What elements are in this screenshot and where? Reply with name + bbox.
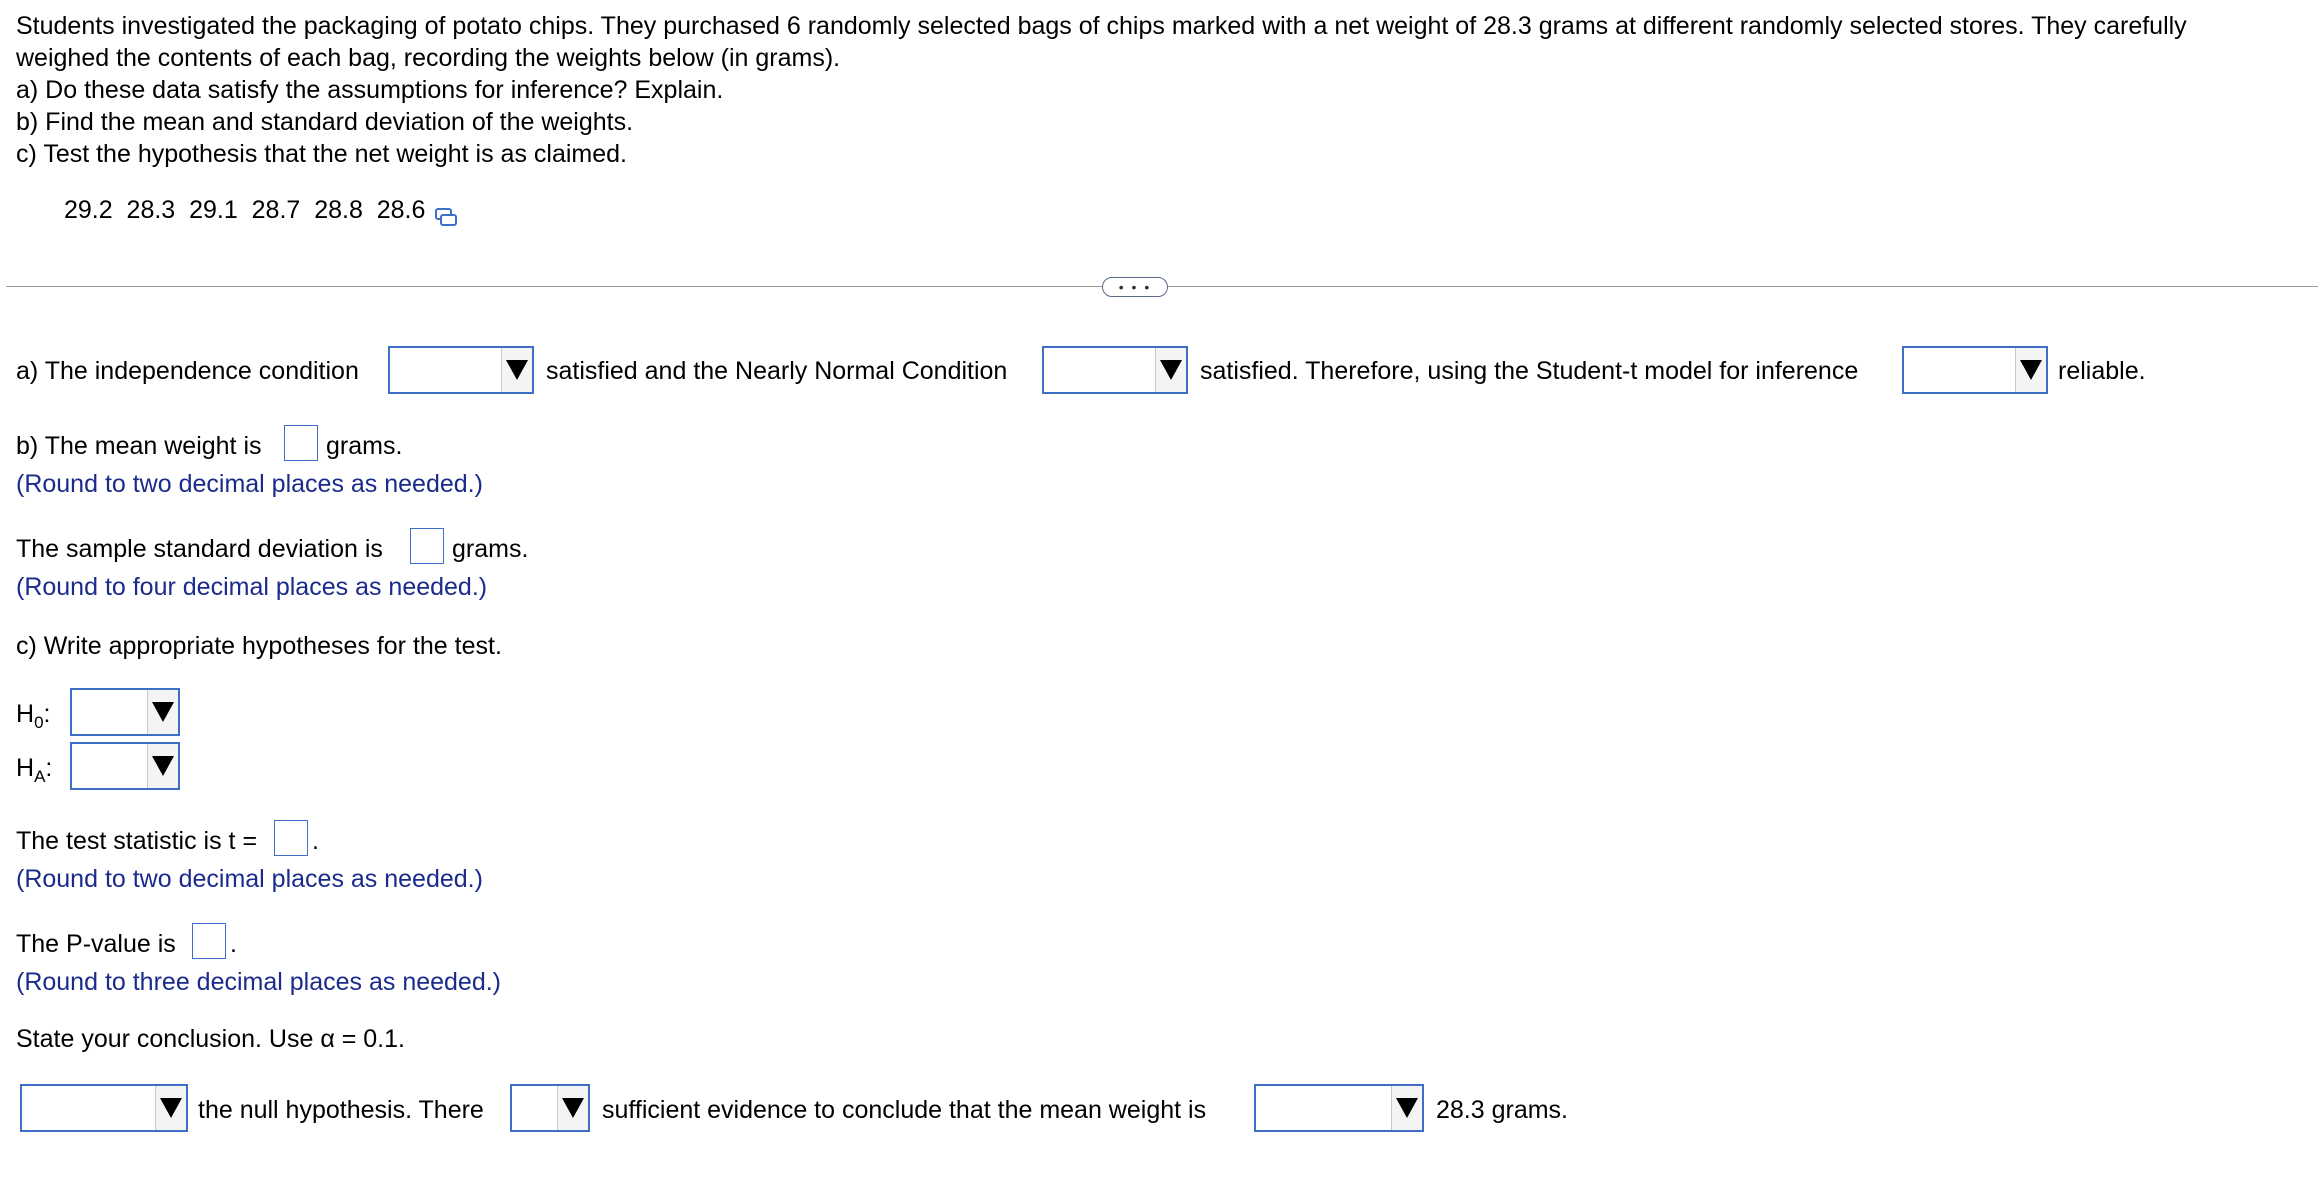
prompt-line: c) Test the hypothesis that the net weight is as claimed. (16, 140, 627, 168)
prompt-line: weighed the contents of each bag, recording the weights below (in grams). (16, 44, 841, 72)
ha-label: $H_A$: (16, 754, 53, 786)
p-value-input[interactable] (192, 923, 226, 959)
hypotheses-prompt: c) Write appropriate hypotheses for the test. (16, 632, 502, 660)
part-a-text-1: a) The independence condition (16, 357, 359, 385)
dropdown-arrow-icon (501, 348, 532, 392)
independence-condition-dropdown[interactable] (388, 346, 534, 394)
part-a-text-2: satisfied and the Nearly Normal Condition (546, 357, 1008, 385)
prompt-line: b) Find the mean and standard deviation of the weights. (16, 108, 634, 136)
null-hypothesis-dropdown[interactable] (70, 688, 180, 736)
p-value-label: The P-value is (16, 930, 176, 958)
data-values-row (64, 196, 457, 225)
sd-label: The sample standard deviation is (16, 535, 383, 563)
dropdown-arrow-icon (1155, 348, 1186, 392)
part-a-text-4: reliable. (2058, 357, 2146, 385)
conclusion-prompt: State your conclusion. Use α = 0.1. (16, 1025, 405, 1053)
dropdown-arrow-icon (557, 1086, 588, 1130)
prompt-line: a) Do these data satisfy the assumptions for inference? Explain. (16, 76, 724, 104)
inference-reliability-dropdown[interactable] (1902, 346, 2048, 394)
h0-label: $H_0$: (16, 700, 51, 732)
test-statistic-input[interactable] (274, 820, 308, 856)
conclusion-text-3: 28.3 grams. (1436, 1096, 1569, 1124)
standard-deviation-input[interactable] (410, 528, 444, 564)
dropdown-arrow-icon (155, 1086, 186, 1130)
more-button[interactable]: • • • (1102, 277, 1168, 297)
mean-unit: grams. (326, 432, 403, 460)
mean-hint: (Round to two decimal places as needed.) (16, 470, 483, 498)
dropdown-arrow-icon (1391, 1086, 1422, 1130)
conclusion-text-2: sufficient evidence to conclude that the mean weight is (602, 1096, 1207, 1124)
sd-unit: grams. (452, 535, 529, 563)
test-statistic-period: . (312, 827, 319, 855)
conclusion-text-1: the null hypothesis. There (198, 1096, 484, 1124)
dropdown-arrow-icon (2015, 348, 2046, 392)
dropdown-arrow-icon (147, 744, 178, 788)
data-values: 29.2 28.3 29.1 28.7 28.8 28.6 (64, 196, 426, 224)
alternative-hypothesis-dropdown[interactable] (70, 742, 180, 790)
question-prompt (16, 10, 2306, 170)
copy-data-icon[interactable] (435, 204, 457, 222)
test-statistic-label: The test statistic is t = (16, 827, 258, 855)
part-a-text-3: satisfied. Therefore, using the Student-t model for inference (1200, 357, 1859, 385)
comparison-dropdown[interactable] (1254, 1084, 1424, 1132)
mean-weight-input[interactable] (284, 425, 318, 461)
nearly-normal-condition-dropdown[interactable] (1042, 346, 1188, 394)
mean-label: b) The mean weight is (16, 432, 262, 460)
evidence-dropdown[interactable] (510, 1084, 590, 1132)
sd-hint: (Round to four decimal places as needed.) (16, 573, 488, 601)
p-value-hint: (Round to three decimal places as needed.) (16, 968, 502, 996)
p-value-period: . (230, 930, 237, 958)
reject-decision-dropdown[interactable] (20, 1084, 188, 1132)
dropdown-arrow-icon (147, 690, 178, 734)
prompt-line: Students investigated the packaging of potato chips. They purchased 6 randomly selected bags of chips marked with a net weight of 28.3 grams at different randomly selected stores. They carefully (16, 12, 2187, 40)
test-statistic-hint: (Round to two decimal places as needed.) (16, 865, 483, 893)
